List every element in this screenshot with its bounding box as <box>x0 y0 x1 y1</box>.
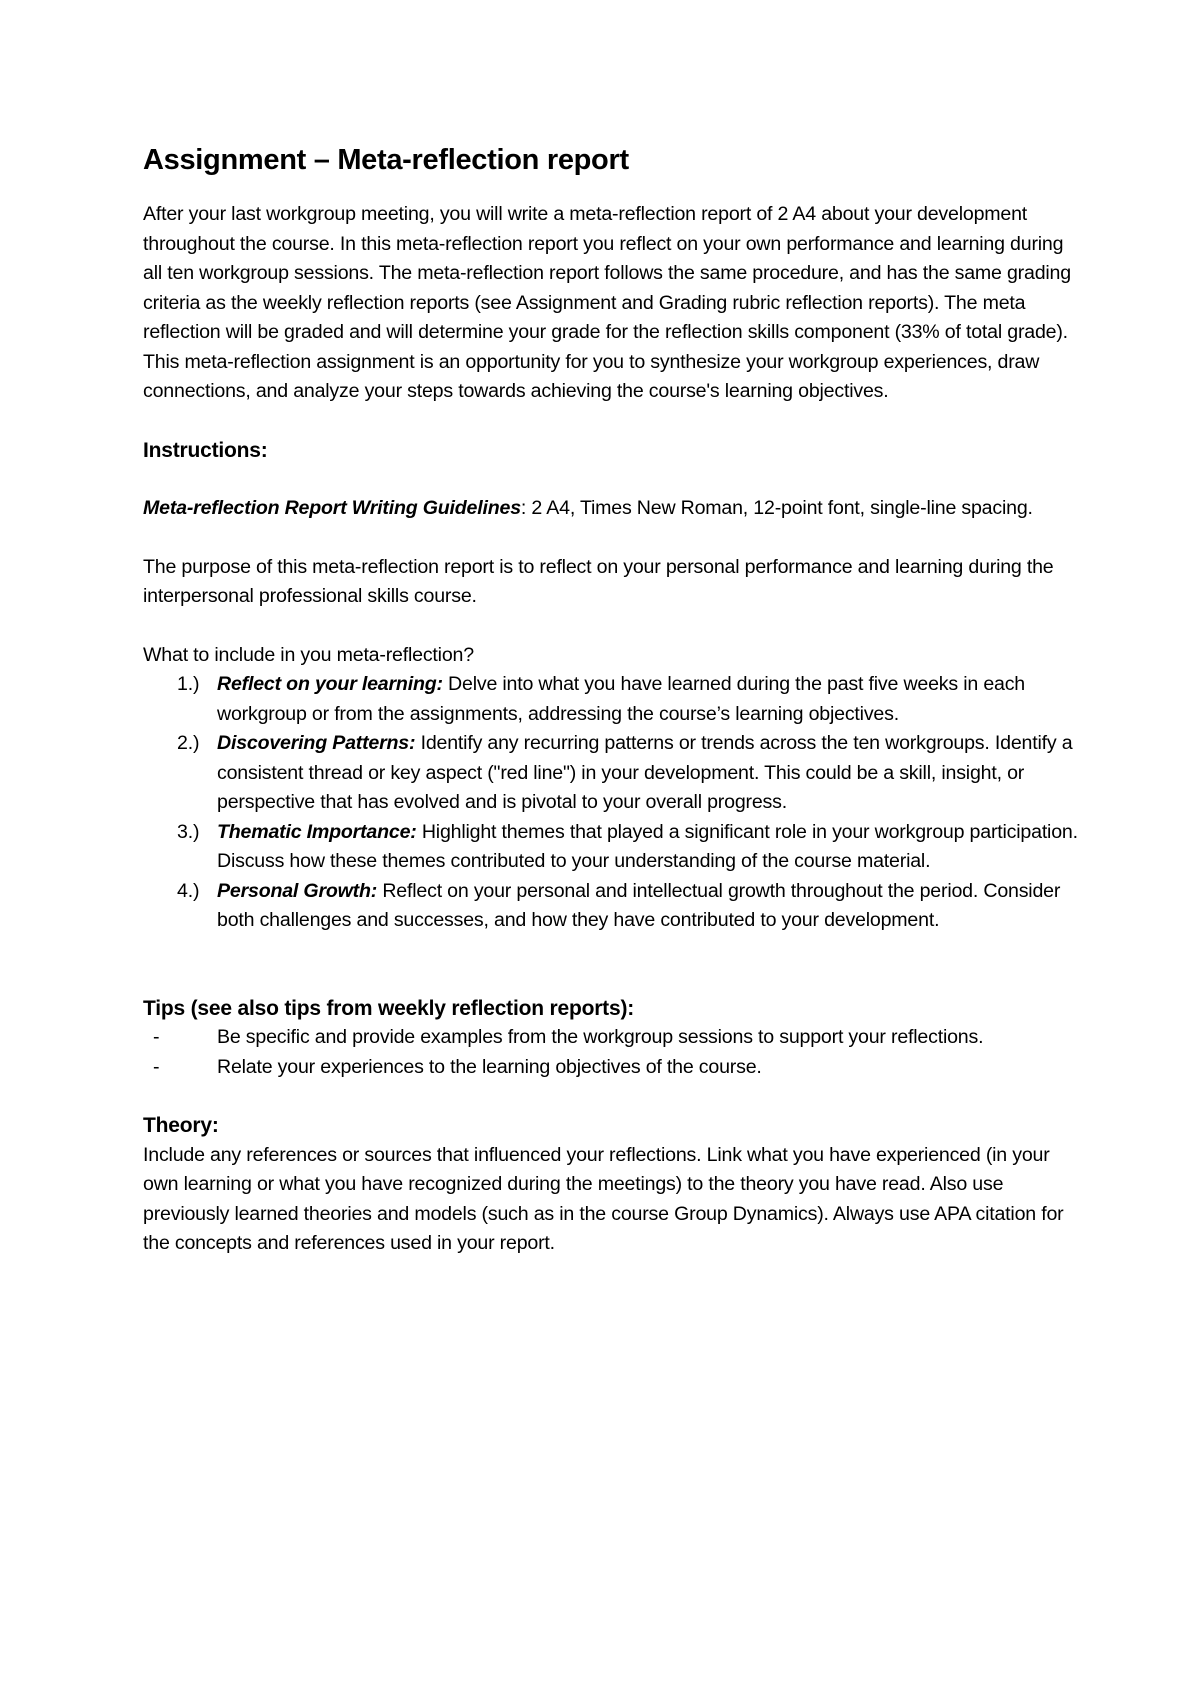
list-marker: 4.) <box>177 879 200 902</box>
list-item <box>143 670 1083 729</box>
theory-heading: Theory: <box>143 1114 219 1137</box>
guidelines-text: : 2 A4, Times New Roman, 12-point font, single-line spacing. <box>520 497 1033 519</box>
instructions-heading: Instructions: <box>143 438 268 462</box>
list-marker: 3.) <box>177 820 200 843</box>
intro-paragraph: After your last workgroup meeting, you will write a meta-reflection report of 2 A4 about your development throughout the course. In this meta-reflection report you reflect on your own performance and learning during all ten workgroup sessions. The meta-reflection report follows the same procedure, and has the same grading criteria as the weekly reflection reports (see Assignment and Grading rubric reflection reports). The meta reflection will be graded and will determine your grade for the reflection skills component (33% of total grade). This meta-reflection assignment is an opportunity for you to synthesize your workgroup experiences, draw connections, and analyze your steps towards achieving the course's learning objectives. <box>143 203 1071 402</box>
list-item-label: Thematic Importance: <box>217 820 417 843</box>
guidelines-label: Meta-reflection Report Writing Guidelines <box>143 497 521 519</box>
list-marker: 2.) <box>177 732 200 754</box>
theory-paragraph: Include any references or sources that influenced your reflections. Link what you have experienced (in your own learning or what you have recognized during the meetings) to the theory you have read. Also use previously learned theories and models (such as in the course Group Dynamics). Always use APA citation for the concepts and references used in your report. <box>143 1143 1064 1254</box>
guidelines-paragraph <box>143 494 1083 524</box>
list-item-text: Be specific and provide examples from the workgroup sessions to support your reflections. <box>217 1026 984 1048</box>
list-item-text: Relate your experiences to the learning objectives of the course. <box>217 1055 762 1078</box>
list-item <box>143 818 1083 877</box>
list-marker: 1.) <box>177 673 200 695</box>
tips-heading: Tips (see also tips from weekly reflection reports): <box>143 996 635 1020</box>
list-marker: - <box>153 1026 160 1048</box>
list-item <box>143 1023 1083 1053</box>
list-item <box>143 1053 1083 1083</box>
tips-list <box>143 1023 1083 1082</box>
purpose-paragraph: The purpose of this meta-reflection report is to reflect on your personal performance and learning during the interpersonal professional skills course. <box>143 555 1054 607</box>
list-item-text: Delve into what you have learned during the past five weeks in each workgroup or from the assignments, addressing the course’s learning objectives. <box>217 673 1026 725</box>
page-title: Assignment – Meta-reflection report <box>143 144 629 176</box>
list-item-text: Reflect on your personal and intellectual growth throughout the period. Consider both challenges and successes, and how they have contributed to your development. <box>217 879 1061 931</box>
document-page <box>143 140 1083 1259</box>
list-item-text: Highlight themes that played a significant role in your workgroup participation. Discuss how these themes contributed to your understanding of the course material. <box>217 820 1078 872</box>
list-item-label: Reflect on your learning: <box>217 673 443 695</box>
list-item-label: Discovering Patterns: <box>217 732 416 754</box>
include-question: What to include in you meta-reflection? <box>143 643 474 666</box>
include-list <box>143 670 1083 936</box>
list-item <box>143 729 1083 818</box>
list-item-label: Personal Growth: <box>217 879 378 902</box>
list-item <box>143 877 1083 936</box>
list-marker: - <box>153 1055 160 1078</box>
list-item-text: Identify any recurring patterns or trends across the ten workgroups. Identify a consistent thread or key aspect ("red line") in your development. This could be a skill, insight, or perspective that has evolved and is pivotal to your overall progress. <box>217 732 1073 813</box>
